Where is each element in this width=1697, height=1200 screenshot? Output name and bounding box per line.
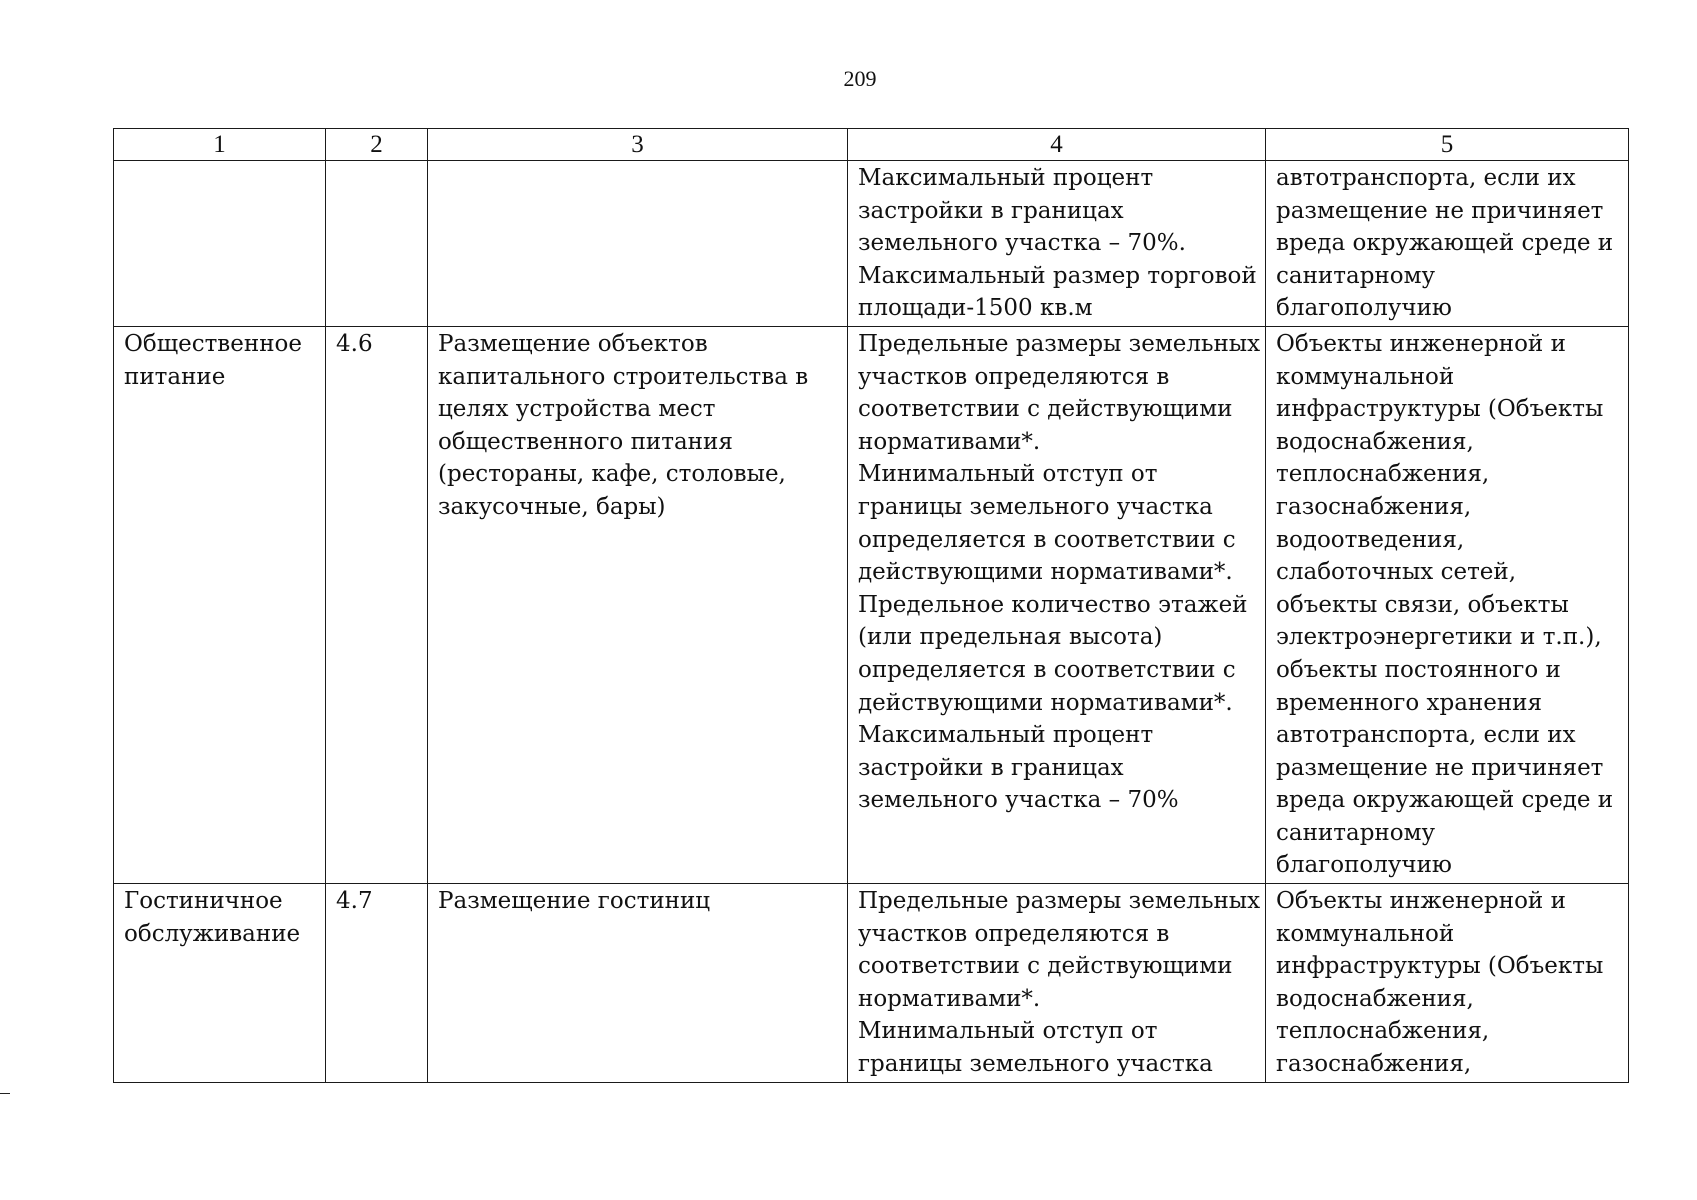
- cell-text-line: Объекты инженерной и: [1276, 330, 1566, 357]
- cell-text-line: нормативами*.: [858, 428, 1041, 455]
- parameters-cell: [848, 161, 1266, 327]
- parameters-cell: [848, 884, 1266, 1083]
- description-cell: [428, 326, 848, 883]
- cell-text-line: целях устройства мест: [438, 396, 716, 423]
- auxiliary-objects-cell: [1266, 326, 1629, 883]
- cell-text-line: вреда окружающей среде и: [1276, 787, 1614, 814]
- use-type-cell: [114, 326, 326, 883]
- column-header-3: 3: [428, 129, 848, 161]
- column-header-4: 4: [848, 129, 1266, 161]
- use-type-cell: [114, 884, 326, 1083]
- cell-text-line: общественного питания: [438, 428, 733, 455]
- cell-text-line: 4.6: [336, 330, 373, 357]
- table-row: [114, 161, 1629, 327]
- cell-text-line: водоотведения,: [1276, 526, 1465, 553]
- cell-text-line: площади-1500 кв.м: [858, 295, 1093, 322]
- code-cell: [326, 161, 428, 327]
- cell-text-line: соответствии с действующими: [858, 953, 1233, 980]
- cell-text-line: теплоснабжения,: [1276, 461, 1490, 488]
- cell-text-line: инфраструктуры (Объекты: [1276, 953, 1604, 980]
- description-cell: [428, 161, 848, 327]
- cell-text-line: границы земельного участка: [858, 1051, 1213, 1078]
- page-number: 209: [843, 66, 877, 91]
- cell-text-line: газоснабжения,: [1276, 1051, 1472, 1078]
- cell-text-line: участков определяются в: [858, 363, 1170, 390]
- cell-text-line: Минимальный отступ от: [858, 1018, 1158, 1045]
- cell-text-line: слаботочных сетей,: [1276, 559, 1517, 586]
- header-row: [114, 129, 1629, 161]
- cell-text-line: водоснабжения,: [1276, 428, 1474, 455]
- cell-text-line: коммунальной: [1276, 363, 1455, 390]
- cell-text-line: (рестораны, кафе, столовые,: [438, 461, 786, 488]
- cell-text-line: размещение не причиняет: [1276, 754, 1604, 781]
- cell-text-line: Предельные размеры земельных: [858, 330, 1261, 357]
- cell-text-line: временного хранения: [1276, 689, 1543, 716]
- cell-text-line: санитарному: [1276, 262, 1436, 289]
- cell-text-line: действующими нормативами*.: [858, 689, 1233, 716]
- cell-text-line: (или предельная высота): [858, 624, 1163, 651]
- cell-text-line: земельного участка – 70%: [858, 787, 1179, 814]
- table-row: [114, 884, 1629, 1083]
- cell-text-line: 4.7: [336, 888, 373, 915]
- margin-mark: [0, 1093, 10, 1094]
- zoning-table: [113, 128, 1629, 1083]
- cell-text-line: капитального строительства в: [438, 363, 809, 390]
- cell-text-line: инфраструктуры (Объекты: [1276, 396, 1604, 423]
- cell-text-line: вреда окружающей среде и: [1276, 230, 1614, 257]
- code-cell: [326, 884, 428, 1083]
- cell-text-line: Минимальный отступ от: [858, 461, 1158, 488]
- cell-text-line: соответствии с действующими: [858, 396, 1233, 423]
- cell-text-line: определяется в соответствии с: [858, 656, 1236, 683]
- cell-text-line: участков определяются в: [858, 920, 1170, 947]
- code-cell: [326, 326, 428, 883]
- cell-text-line: газоснабжения,: [1276, 493, 1472, 520]
- cell-text-line: автотранспорта, если их: [1276, 165, 1576, 191]
- cell-text-line: застройки в границах: [858, 197, 1124, 224]
- cell-text-line: границы земельного участка: [858, 493, 1213, 520]
- use-type-cell: [114, 161, 326, 327]
- cell-text-line: Общественное: [124, 330, 302, 357]
- cell-text-line: закусочные, бары): [438, 493, 666, 520]
- cell-text-line: объекты связи, объекты: [1276, 591, 1569, 618]
- column-header-5: 5: [1266, 129, 1629, 161]
- cell-text-line: застройки в границах: [858, 754, 1124, 781]
- cell-text-line: коммунальной: [1276, 920, 1455, 947]
- cell-text-line: определяется в соответствии с: [858, 526, 1236, 553]
- auxiliary-objects-cell: [1266, 884, 1629, 1083]
- cell-text-line: Максимальный размер торговой: [858, 262, 1257, 289]
- cell-text-line: размещение не причиняет: [1276, 197, 1604, 224]
- cell-text-line: благополучию: [1276, 295, 1452, 322]
- cell-text-line: электроэнергетики и т.п.),: [1276, 624, 1602, 651]
- column-header-2: 2: [326, 129, 428, 161]
- cell-text-line: земельного участка – 70%.: [858, 230, 1186, 257]
- cell-text-line: действующими нормативами*.: [858, 559, 1233, 586]
- auxiliary-objects-cell: [1266, 161, 1629, 327]
- cell-text-line: Объекты инженерной и: [1276, 888, 1566, 915]
- cell-text-line: санитарному: [1276, 819, 1436, 846]
- cell-text-line: питание: [124, 363, 226, 390]
- parameters-cell: [848, 326, 1266, 883]
- cell-text-line: обслуживание: [124, 920, 301, 947]
- cell-text-line: Размещение гостиниц: [438, 888, 711, 915]
- cell-text-line: водоснабжения,: [1276, 985, 1474, 1012]
- cell-text-line: благополучию: [1276, 852, 1452, 879]
- cell-text-line: Предельное количество этажей: [858, 591, 1248, 618]
- description-cell: [428, 884, 848, 1083]
- cell-text-line: Предельные размеры земельных: [858, 888, 1261, 915]
- cell-text-line: объекты постоянного и: [1276, 656, 1561, 683]
- cell-text-line: автотранспорта, если их: [1276, 722, 1576, 749]
- column-header-1: 1: [114, 129, 326, 161]
- cell-text-line: Размещение объектов: [438, 330, 708, 357]
- cell-text-line: Максимальный процент: [858, 165, 1154, 191]
- cell-text-line: Гостиничное: [124, 888, 283, 915]
- cell-text-line: Максимальный процент: [858, 722, 1154, 749]
- cell-text-line: теплоснабжения,: [1276, 1018, 1490, 1045]
- cell-text-line: нормативами*.: [858, 985, 1041, 1012]
- table-row: [114, 326, 1629, 883]
- table-body: [114, 161, 1629, 1083]
